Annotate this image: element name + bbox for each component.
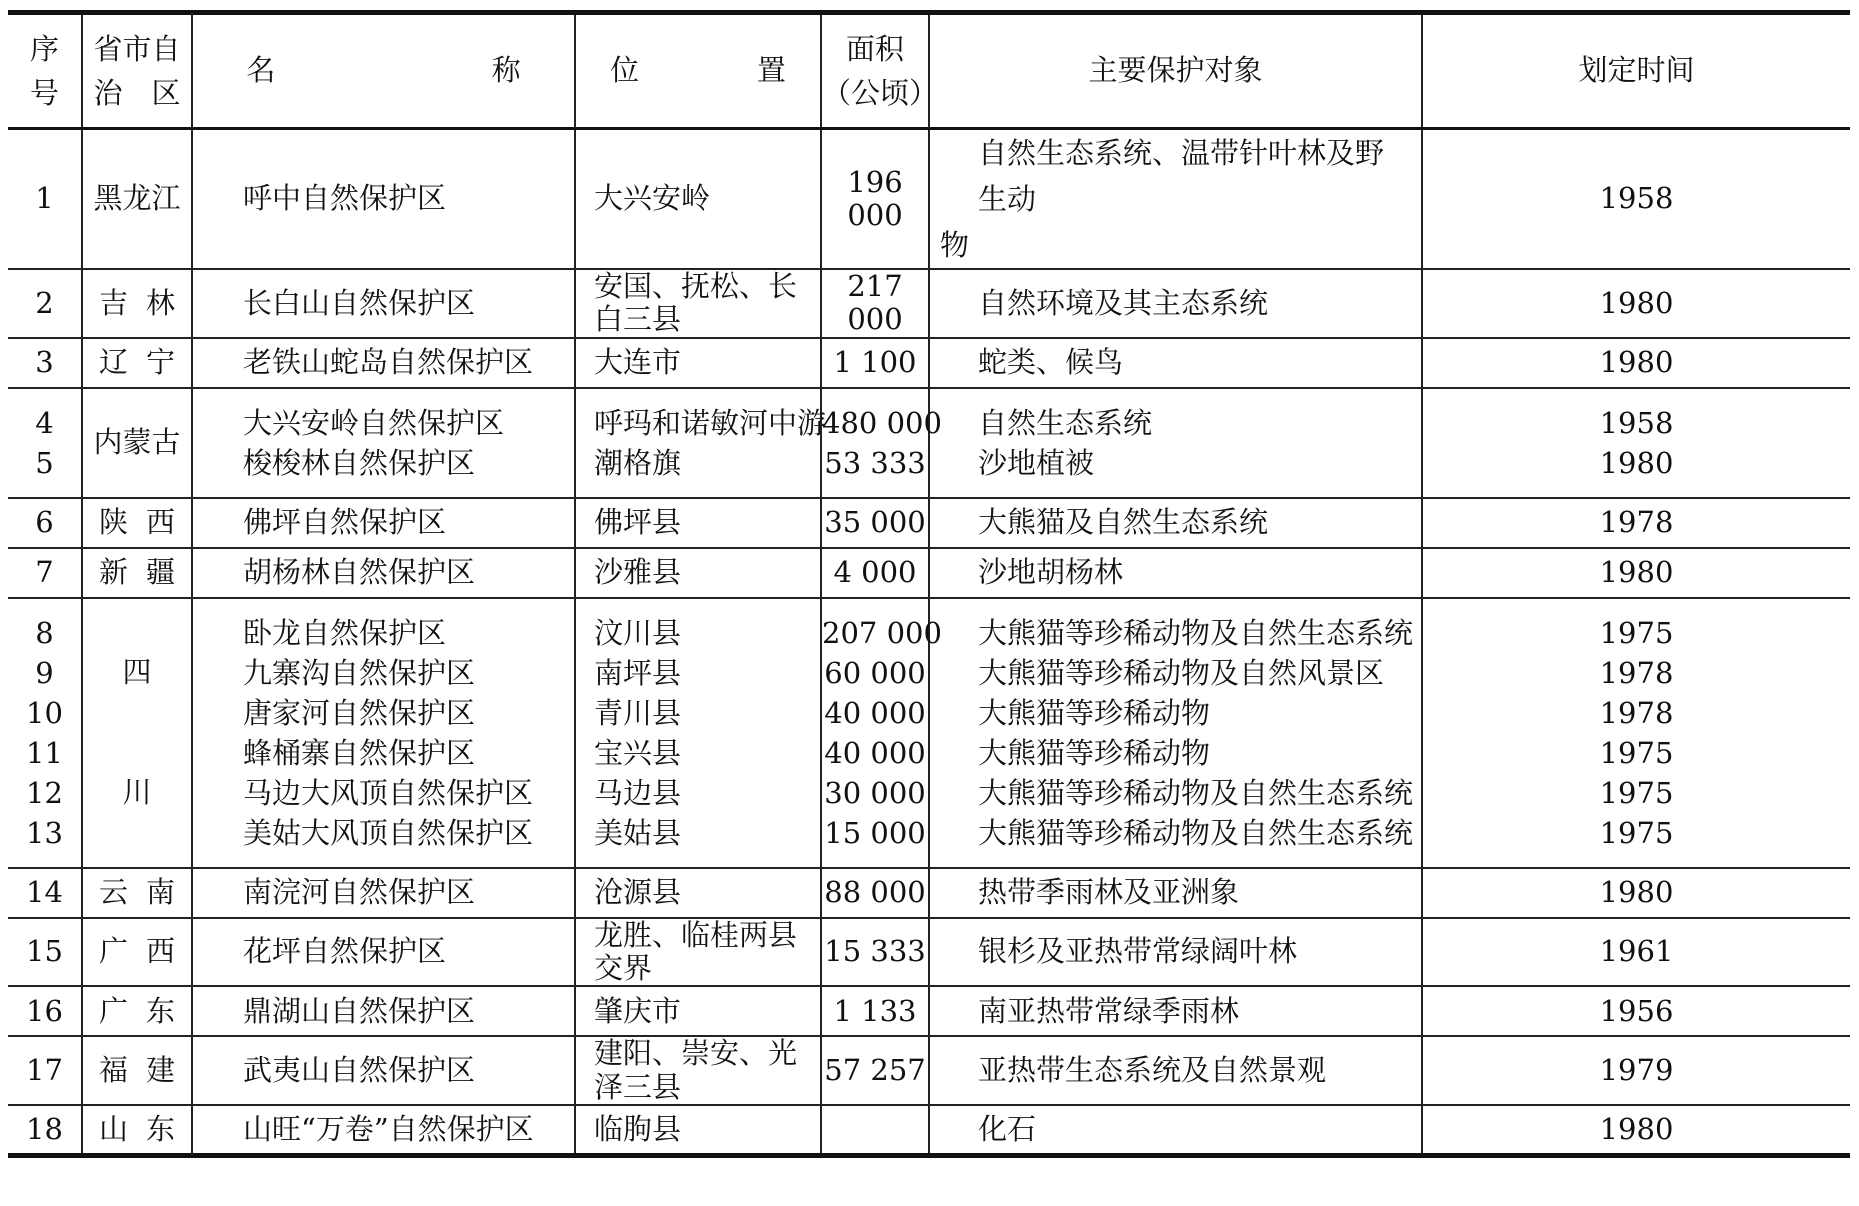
cell-name bbox=[192, 598, 575, 868]
cell-object bbox=[929, 338, 1422, 388]
reserve-name: 大兴安岭自然保护区 bbox=[243, 405, 505, 440]
cell-year bbox=[1422, 498, 1850, 548]
cell-year bbox=[1422, 868, 1850, 918]
reserve-name: 鼎湖山自然保护区 bbox=[243, 993, 476, 1028]
cell-area bbox=[821, 269, 929, 338]
cell-object bbox=[929, 548, 1422, 598]
reserve-name: 山旺“万卷”自然保护区 bbox=[243, 1111, 534, 1146]
province-char: 福 bbox=[99, 1053, 129, 1088]
header-name-char1: 名 bbox=[246, 53, 276, 88]
location-value: 佛坪县 bbox=[594, 505, 682, 540]
seq-value: 17 bbox=[26, 1053, 63, 1088]
cell-area bbox=[821, 1036, 929, 1105]
reserve-name: 马边大风顶自然保护区 bbox=[243, 775, 534, 810]
header-area bbox=[821, 13, 939, 129]
seq-value: 4 bbox=[35, 405, 54, 440]
cell-location bbox=[575, 129, 821, 270]
object-value: 大熊猫及自然生态系统 bbox=[978, 505, 1269, 540]
location-value: 马边县 bbox=[594, 775, 682, 810]
nature-reserve-table bbox=[8, 10, 1850, 1158]
cell-name bbox=[192, 868, 575, 918]
seq-value: 10 bbox=[26, 695, 63, 730]
cell-area bbox=[821, 986, 929, 1036]
object-value: 大熊猫等珍稀动物及自然生态系统 bbox=[978, 615, 1414, 650]
cell-area bbox=[821, 338, 929, 388]
cell-province bbox=[82, 388, 192, 498]
header-seq bbox=[8, 13, 82, 129]
seq-value: 6 bbox=[35, 505, 54, 540]
year-value: 1980 bbox=[1599, 445, 1674, 480]
cell-year bbox=[1422, 129, 1850, 270]
cell-province bbox=[82, 986, 192, 1036]
year-value: 1975 bbox=[1599, 775, 1674, 810]
area-value: 15 333 bbox=[824, 934, 926, 969]
seq-value: 5 bbox=[35, 445, 54, 480]
province-char: 四 bbox=[122, 655, 152, 690]
cell-seq bbox=[8, 269, 82, 338]
province-spaced bbox=[83, 1054, 191, 1087]
object-value: 大熊猫等珍稀动物及自然风景区 bbox=[978, 655, 1385, 690]
header-year bbox=[1422, 13, 1850, 129]
table-row bbox=[8, 269, 1850, 338]
cell-area bbox=[821, 598, 942, 868]
area-value: 60 000 bbox=[824, 655, 926, 690]
header-location bbox=[575, 13, 821, 129]
location-value: 安国、抚松、长白三县 bbox=[594, 269, 798, 337]
province-char: 东 bbox=[145, 993, 175, 1028]
province-spaced bbox=[83, 876, 191, 909]
province-char: 广 bbox=[99, 993, 129, 1028]
year-value: 1980 bbox=[1599, 555, 1674, 590]
province-spaced bbox=[83, 346, 191, 379]
reserve-name: 南浣河自然保护区 bbox=[243, 875, 476, 910]
province-char: 林 bbox=[145, 285, 175, 320]
location-value: 建阳、崇安、光泽三县 bbox=[594, 1036, 798, 1104]
object-value: 亚热带生态系统及自然景观 bbox=[978, 1053, 1327, 1088]
reserve-name: 呼中自然保护区 bbox=[243, 181, 447, 216]
year-value: 1975 bbox=[1599, 735, 1674, 770]
area-value: 15 000 bbox=[824, 815, 926, 850]
cell-province bbox=[82, 868, 192, 918]
area-value: 1 100 bbox=[833, 345, 917, 380]
object-line: 物 bbox=[940, 228, 970, 262]
year-value: 1961 bbox=[1599, 934, 1674, 969]
province-spaced bbox=[83, 1113, 191, 1146]
cell-area bbox=[821, 498, 929, 548]
table-body bbox=[8, 129, 1850, 1156]
location-value: 潮格旗 bbox=[594, 445, 682, 480]
cell-province bbox=[82, 269, 192, 338]
cell-year bbox=[1422, 388, 1850, 498]
area-value: 196 000 bbox=[847, 164, 903, 232]
seq-value: 14 bbox=[26, 875, 63, 910]
header-area-line1: 面积 bbox=[845, 32, 904, 66]
province-char: 宁 bbox=[145, 345, 175, 380]
object-value: 大熊猫等珍稀动物 bbox=[978, 695, 1211, 730]
cell-year bbox=[1422, 918, 1850, 987]
cell-year bbox=[1422, 598, 1850, 868]
table-row bbox=[8, 338, 1850, 388]
reserve-name: 长白山自然保护区 bbox=[243, 285, 476, 320]
reserve-name: 唐家河自然保护区 bbox=[243, 695, 476, 730]
province-name: 内蒙古 bbox=[93, 425, 181, 460]
seq-value: 12 bbox=[26, 775, 63, 810]
location-value: 美姑县 bbox=[594, 815, 682, 850]
cell-province bbox=[82, 338, 192, 388]
object-value: 自然生态系统 bbox=[978, 405, 1153, 440]
table-row bbox=[8, 918, 1850, 987]
area-value: 30 000 bbox=[824, 775, 926, 810]
cell-seq bbox=[8, 598, 82, 868]
area-value: 480 000 bbox=[822, 405, 942, 440]
seq-value: 18 bbox=[26, 1111, 63, 1146]
seq-value: 8 bbox=[35, 615, 54, 650]
header-object bbox=[929, 13, 1422, 129]
header-name-text bbox=[193, 54, 574, 87]
seq-value: 15 bbox=[26, 934, 63, 969]
header-name bbox=[192, 13, 575, 129]
cell-province bbox=[82, 548, 192, 598]
header-location-char1: 位 bbox=[610, 53, 640, 88]
table-row bbox=[8, 986, 1850, 1036]
year-value: 1975 bbox=[1599, 615, 1674, 650]
location-value: 大兴安岭 bbox=[594, 181, 711, 216]
table-row bbox=[8, 129, 1850, 270]
location-value: 大连市 bbox=[594, 345, 682, 380]
area-value: 53 333 bbox=[824, 445, 926, 480]
cell-seq bbox=[8, 918, 82, 987]
header-area-line2: （公顷） bbox=[822, 76, 939, 110]
province-char: 广 bbox=[99, 934, 129, 969]
cell-name bbox=[192, 548, 575, 598]
area-value: 40 000 bbox=[824, 735, 926, 770]
cell-seq bbox=[8, 129, 82, 270]
cell-year bbox=[1422, 1105, 1850, 1155]
cell-area bbox=[821, 868, 929, 918]
object-value: 沙地植被 bbox=[978, 445, 1095, 480]
header-province-line1: 省市自 bbox=[93, 32, 181, 66]
cell-location bbox=[575, 598, 821, 868]
object-value: 银杉及亚热带常绿阔叶林 bbox=[978, 934, 1298, 969]
cell-year bbox=[1422, 548, 1850, 598]
cell-year bbox=[1422, 1036, 1850, 1105]
header-name-char2: 称 bbox=[491, 53, 521, 88]
area-value: 35 000 bbox=[824, 505, 926, 540]
location-value: 呼玛和诺敏河中游 bbox=[594, 405, 827, 440]
cell-object bbox=[929, 986, 1422, 1036]
province-char: 新 bbox=[99, 555, 129, 590]
cell-location bbox=[575, 1036, 821, 1105]
province-char: 陕 bbox=[99, 505, 129, 540]
seq-value: 9 bbox=[35, 655, 54, 690]
reserve-name: 蜂桶寨自然保护区 bbox=[243, 735, 476, 770]
province-vertical bbox=[83, 613, 191, 853]
header-location-text bbox=[576, 54, 820, 87]
table-row bbox=[8, 1105, 1850, 1155]
cell-year bbox=[1422, 338, 1850, 388]
year-value: 1980 bbox=[1599, 285, 1674, 320]
cell-area bbox=[821, 918, 929, 987]
province-char: 云 bbox=[99, 875, 129, 910]
area-value: 4 000 bbox=[833, 555, 917, 590]
province-name: 黑龙江 bbox=[93, 181, 181, 216]
year-value: 1975 bbox=[1599, 815, 1674, 850]
cell-seq bbox=[8, 338, 82, 388]
seq-value: 3 bbox=[35, 345, 54, 380]
cell-object bbox=[929, 868, 1422, 918]
area-value: 40 000 bbox=[824, 695, 926, 730]
header-seq-line1: 序 bbox=[29, 32, 59, 66]
object-value: 化石 bbox=[978, 1111, 1037, 1146]
province-char: 吉 bbox=[99, 285, 129, 320]
province-spaced bbox=[83, 287, 191, 320]
year-value: 1958 bbox=[1599, 181, 1674, 216]
area-value: 217 000 bbox=[847, 269, 903, 337]
province-char: 疆 bbox=[145, 555, 175, 590]
object-value: 蛇类、候鸟 bbox=[978, 345, 1124, 380]
table-row bbox=[8, 868, 1850, 918]
year-value: 1978 bbox=[1599, 695, 1674, 730]
location-value: 肇庆市 bbox=[594, 993, 682, 1028]
cell-name bbox=[192, 338, 575, 388]
province-spaced bbox=[83, 995, 191, 1028]
province-char: 建 bbox=[145, 1053, 175, 1088]
cell-location bbox=[575, 1105, 821, 1155]
cell-seq bbox=[8, 388, 82, 498]
cell-seq bbox=[8, 868, 82, 918]
reserve-name: 老铁山蛇岛自然保护区 bbox=[243, 345, 534, 380]
cell-location bbox=[575, 269, 821, 338]
cell-name bbox=[192, 269, 575, 338]
header-seq-line2: 号 bbox=[29, 76, 59, 110]
cell-location bbox=[575, 338, 821, 388]
cell-seq bbox=[8, 548, 82, 598]
cell-name bbox=[192, 918, 575, 987]
table-row bbox=[8, 498, 1850, 548]
reserve-name: 梭梭林自然保护区 bbox=[243, 445, 476, 480]
cell-area bbox=[821, 548, 929, 598]
cell-name bbox=[192, 498, 575, 548]
cell-location bbox=[575, 986, 821, 1036]
seq-value: 1 bbox=[35, 181, 54, 216]
year-value: 1978 bbox=[1599, 505, 1674, 540]
cell-object bbox=[929, 1105, 1422, 1155]
seq-value: 13 bbox=[26, 815, 63, 850]
province-char: 辽 bbox=[99, 345, 129, 380]
cell-location bbox=[575, 918, 821, 987]
province-spaced bbox=[83, 506, 191, 539]
cell-name bbox=[192, 1105, 575, 1155]
cell-location bbox=[575, 548, 821, 598]
location-value: 宝兴县 bbox=[594, 735, 682, 770]
reserve-name: 九寨沟自然保护区 bbox=[243, 655, 476, 690]
cell-province bbox=[82, 918, 192, 987]
cell-location bbox=[575, 498, 821, 548]
cell-area bbox=[821, 1105, 929, 1155]
area-value: 88 000 bbox=[824, 875, 926, 910]
cell-province bbox=[82, 498, 192, 548]
cell-area bbox=[821, 129, 929, 270]
area-value: 207 000 bbox=[822, 615, 942, 650]
province-char: 山 bbox=[99, 1111, 129, 1146]
year-value: 1958 bbox=[1599, 405, 1674, 440]
cell-name bbox=[192, 986, 575, 1036]
header-province-line2: 治 区 bbox=[93, 76, 181, 110]
header-object-text: 主要保护对象 bbox=[1088, 53, 1263, 88]
location-value: 汶川县 bbox=[594, 615, 682, 650]
year-value: 1980 bbox=[1599, 875, 1674, 910]
province-char: 西 bbox=[145, 505, 175, 540]
cell-object bbox=[929, 918, 1422, 987]
year-value: 1980 bbox=[1599, 1111, 1674, 1146]
area-value: 57 257 bbox=[824, 1053, 926, 1088]
header-row bbox=[8, 13, 1850, 129]
cell-area bbox=[821, 388, 942, 498]
header-year-text: 划定时间 bbox=[1578, 53, 1695, 88]
cell-name bbox=[192, 129, 575, 270]
cell-location bbox=[575, 868, 821, 918]
year-value: 1980 bbox=[1599, 345, 1674, 380]
province-char: 东 bbox=[145, 1111, 175, 1146]
object-value: 南亚热带常绿季雨林 bbox=[978, 993, 1240, 1028]
object-value: 大熊猫等珍稀动物及自然生态系统 bbox=[978, 815, 1414, 850]
reserve-name: 佛坪自然保护区 bbox=[243, 505, 447, 540]
header-location-char2: 置 bbox=[756, 53, 786, 88]
reserve-name: 胡杨林自然保护区 bbox=[243, 555, 476, 590]
cell-object bbox=[929, 598, 1422, 868]
object-value: 大熊猫等珍稀动物 bbox=[978, 735, 1211, 770]
location-value: 沙雅县 bbox=[594, 555, 682, 590]
seq-value: 7 bbox=[35, 555, 54, 590]
cell-location bbox=[575, 388, 827, 498]
table-header bbox=[8, 13, 1850, 129]
cell-province bbox=[82, 129, 192, 270]
object-line: 自然生态系统、温带针叶林及野生动 bbox=[978, 136, 1385, 216]
reserve-name: 花坪自然保护区 bbox=[243, 934, 447, 969]
year-value: 1979 bbox=[1599, 1053, 1674, 1088]
table-row bbox=[8, 1036, 1850, 1105]
year-value: 1978 bbox=[1599, 655, 1674, 690]
table-row bbox=[8, 388, 1850, 498]
cell-province bbox=[82, 598, 192, 868]
cell-name bbox=[192, 1036, 575, 1105]
object-value: 大熊猫等珍稀动物及自然生态系统 bbox=[978, 775, 1414, 810]
cell-year bbox=[1422, 269, 1850, 338]
cell-object bbox=[929, 1036, 1422, 1105]
province-char: 川 bbox=[122, 775, 152, 810]
reserve-name: 卧龙自然保护区 bbox=[243, 615, 447, 650]
location-value: 龙胜、临桂两县交界 bbox=[594, 917, 798, 986]
cell-name bbox=[192, 388, 575, 498]
header-province bbox=[82, 13, 192, 129]
cell-province bbox=[82, 1036, 192, 1105]
cell-seq bbox=[8, 986, 82, 1036]
location-value: 沧源县 bbox=[594, 875, 682, 910]
location-value: 青川县 bbox=[594, 695, 682, 730]
table-row bbox=[8, 548, 1850, 598]
reserve-name: 武夷山自然保护区 bbox=[243, 1053, 476, 1088]
cell-object bbox=[929, 129, 1422, 270]
year-value: 1956 bbox=[1599, 993, 1674, 1028]
location-value: 临朐县 bbox=[594, 1111, 682, 1146]
province-char: 南 bbox=[145, 875, 175, 910]
area-value: 1 133 bbox=[833, 993, 917, 1028]
seq-value: 2 bbox=[35, 285, 54, 320]
cell-object bbox=[929, 498, 1422, 548]
reserve-name: 美姑大风顶自然保护区 bbox=[243, 815, 534, 850]
cell-seq bbox=[8, 1036, 82, 1105]
object-value: 热带季雨林及亚洲象 bbox=[978, 875, 1240, 910]
province-spaced bbox=[83, 935, 191, 968]
seq-value: 16 bbox=[26, 993, 63, 1028]
cell-seq bbox=[8, 1105, 82, 1155]
location-value: 南坪县 bbox=[594, 655, 682, 690]
cell-seq bbox=[8, 498, 82, 548]
cell-object bbox=[929, 269, 1422, 338]
cell-object bbox=[929, 388, 1422, 498]
cell-province bbox=[82, 1105, 192, 1155]
province-char: 西 bbox=[145, 934, 175, 969]
province-spaced bbox=[83, 556, 191, 589]
object-value: 自然环境及其主态系统 bbox=[978, 285, 1269, 320]
table-row bbox=[8, 598, 1850, 868]
cell-year bbox=[1422, 986, 1850, 1036]
object-value: 沙地胡杨林 bbox=[978, 555, 1124, 590]
seq-value: 11 bbox=[26, 735, 63, 770]
